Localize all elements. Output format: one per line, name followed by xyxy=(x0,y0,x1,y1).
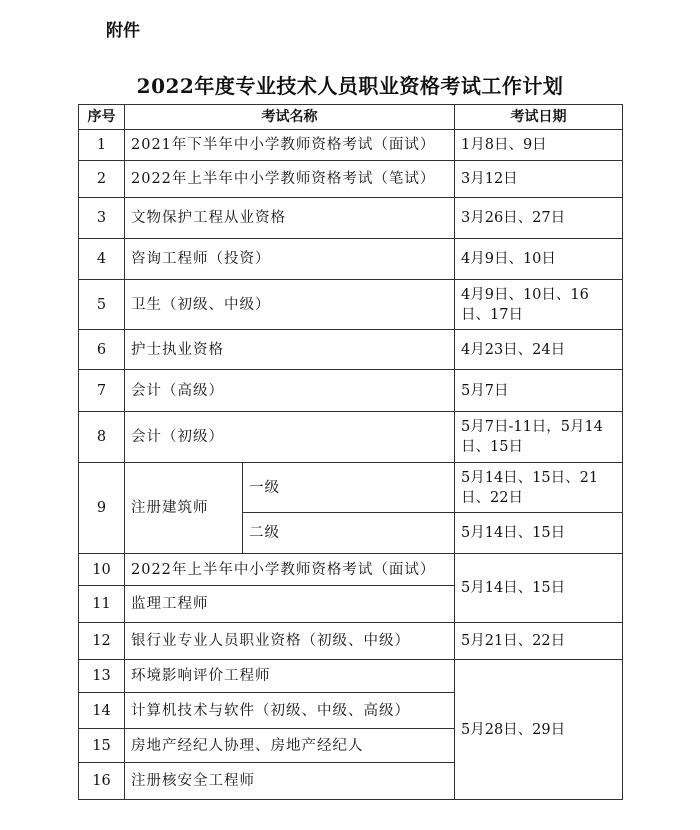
row-no: 13 xyxy=(79,660,125,693)
row-no: 7 xyxy=(79,370,125,412)
table-row xyxy=(79,330,623,370)
exam-name: 计算机技术与软件（初级、中级、高级） xyxy=(125,693,455,729)
exam-name: 会计（初级） xyxy=(125,412,455,463)
row-no: 1 xyxy=(79,130,125,161)
table-row xyxy=(79,370,623,412)
attachment-label: 附件 xyxy=(106,21,140,41)
exam-level: 一级 xyxy=(243,463,455,513)
table-row xyxy=(79,280,623,330)
exam-name: 注册建筑师 xyxy=(125,463,243,554)
exam-date: 5月7日 xyxy=(455,370,623,412)
row-no: 9 xyxy=(79,463,125,554)
exam-name: 注册核安全工程师 xyxy=(125,763,455,800)
exam-name: 护士执业资格 xyxy=(125,330,455,370)
table-row xyxy=(79,554,623,586)
row-no: 15 xyxy=(79,729,125,763)
row-no: 12 xyxy=(79,623,125,660)
exam-date: 3月12日 xyxy=(455,161,623,198)
header-date: 考试日期 xyxy=(455,105,623,130)
row-no: 3 xyxy=(79,198,125,239)
exam-date: 5月28日、29日 xyxy=(455,660,623,800)
exam-name: 会计（高级） xyxy=(125,370,455,412)
row-no: 4 xyxy=(79,239,125,280)
exam-date: 4月9日、10日 xyxy=(455,239,623,280)
row-no: 11 xyxy=(79,586,125,623)
exam-date: 5月21日、22日 xyxy=(455,623,623,660)
exam-name: 房地产经纪人协理、房地产经纪人 xyxy=(125,729,455,763)
table-header-row xyxy=(79,105,623,130)
table-row xyxy=(79,130,623,161)
exam-date: 3月26日、27日 xyxy=(455,198,623,239)
exam-date: 1月8日、9日 xyxy=(455,130,623,161)
row-no: 8 xyxy=(79,412,125,463)
table-row xyxy=(79,623,623,660)
exam-name: 监理工程师 xyxy=(125,586,455,623)
exam-schedule-table xyxy=(78,104,623,800)
row-no: 16 xyxy=(79,763,125,800)
exam-date: 4月9日、10日、16日、17日 xyxy=(455,280,623,330)
exam-name: 2022年上半年中小学教师资格考试（面试） xyxy=(125,554,455,586)
header-name: 考试名称 xyxy=(125,105,455,130)
exam-date: 5月14日、15日、21日、22日 xyxy=(455,463,623,513)
exam-name: 咨询工程师（投资） xyxy=(125,239,455,280)
exam-name: 2021年下半年中小学教师资格考试（面试） xyxy=(125,130,455,161)
exam-level: 二级 xyxy=(243,513,455,554)
table-row xyxy=(79,412,623,463)
exam-name: 卫生（初级、中级） xyxy=(125,280,455,330)
table-row xyxy=(79,161,623,198)
exam-date: 5月14日、15日 xyxy=(455,513,623,554)
exam-name: 银行业专业人员职业资格（初级、中级） xyxy=(125,623,455,660)
row-no: 5 xyxy=(79,280,125,330)
table-row xyxy=(79,463,623,513)
exam-name: 环境影响评价工程师 xyxy=(125,660,455,693)
exam-date: 4月23日、24日 xyxy=(455,330,623,370)
row-no: 6 xyxy=(79,330,125,370)
exam-name: 2022年上半年中小学教师资格考试（笔试） xyxy=(125,161,455,198)
row-no: 14 xyxy=(79,693,125,729)
exam-date: 5月7日-11日，5月14日、15日 xyxy=(455,412,623,463)
table-row xyxy=(79,198,623,239)
row-no: 10 xyxy=(79,554,125,586)
table-row xyxy=(79,239,623,280)
header-no: 序号 xyxy=(79,105,125,130)
document-title: 2022年度专业技术人员职业资格考试工作计划 xyxy=(136,74,564,98)
exam-name: 文物保护工程从业资格 xyxy=(125,198,455,239)
table-row xyxy=(79,660,623,693)
row-no: 2 xyxy=(79,161,125,198)
exam-date: 5月14日、15日 xyxy=(455,554,623,623)
